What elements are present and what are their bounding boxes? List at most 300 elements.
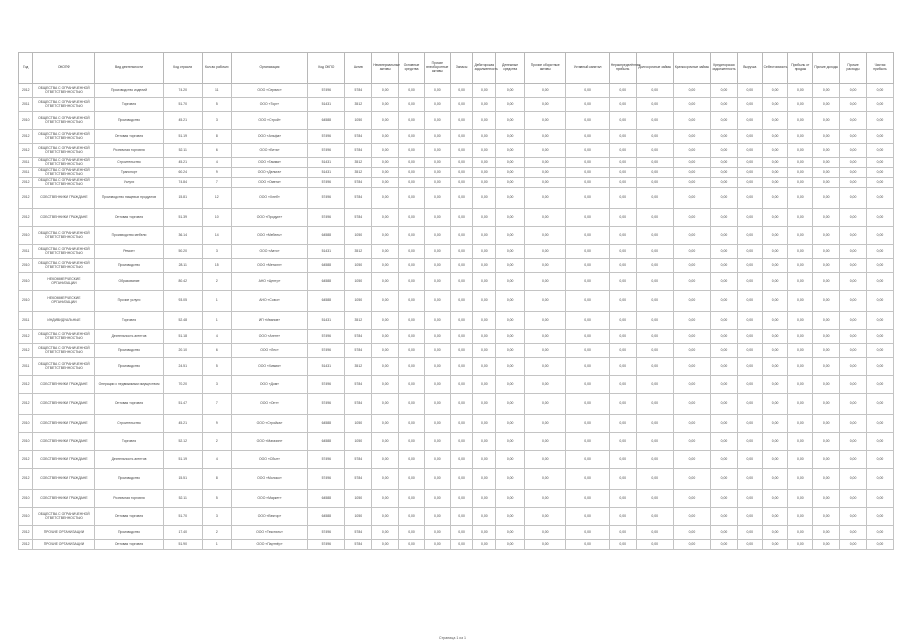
table-cell: 0,00 [711, 469, 738, 490]
column-header: Кредиторская задолженность [711, 53, 738, 84]
table-cell: 0,00 [450, 227, 473, 245]
table-cell: 0,00 [525, 227, 566, 245]
table-cell: 51431 [308, 158, 345, 168]
table-cell: 0,00 [424, 344, 450, 358]
table-cell: 2012 [19, 540, 33, 550]
table-cell: 0,00 [525, 540, 566, 550]
table-cell: 0,00 [762, 84, 788, 98]
table-cell: 0,00 [424, 451, 450, 469]
table-cell: 0,00 [372, 130, 399, 144]
table-cell: 0,00 [866, 508, 893, 526]
table-cell: 0,00 [496, 158, 525, 168]
table-cell: 0,00 [788, 344, 813, 358]
table-cell: ОБЩЕСТВА С ОГРАНИЧЕННОЙ ОТВЕТСТВЕННОСТЬЮ [33, 168, 95, 178]
table-cell: Транспорт [95, 168, 163, 178]
table-cell: 0,00 [473, 168, 496, 178]
table-cell: 0,00 [450, 259, 473, 273]
table-cell: ОБЩЕСТВА С ОГРАНИЧЕННОЙ ОТВЕТСТВЕННОСТЬЮ [33, 144, 95, 158]
table-cell: 0,00 [496, 144, 525, 158]
table-cell: 0,00 [525, 245, 566, 259]
table-cell: 0,00 [609, 259, 636, 273]
table-cell: 0,00 [496, 490, 525, 508]
column-header: Прочие расходы [840, 53, 867, 84]
table-cell: 2 [202, 433, 231, 451]
table-cell: 0,00 [737, 394, 762, 415]
table-cell: 3 [202, 376, 231, 394]
table-cell: ПРОЧИЕ ОРГАНИЗАЦИИ [33, 526, 95, 540]
table-cell: 0,00 [424, 144, 450, 158]
table-cell: 0,00 [673, 376, 710, 394]
table-cell: 1 [202, 312, 231, 330]
table-cell: 0,00 [737, 415, 762, 433]
table-cell: 5784 [345, 144, 372, 158]
table-row [19, 188, 894, 209]
table-cell: 0,00 [566, 451, 609, 469]
table-cell: 0,00 [813, 394, 840, 415]
table-cell: 0,00 [609, 526, 636, 540]
table-cell: 0,00 [762, 508, 788, 526]
table-cell: 0,00 [609, 394, 636, 415]
table-cell: 0,00 [609, 188, 636, 209]
table-row [19, 84, 894, 98]
table-cell: 2012 [19, 84, 33, 98]
table-cell: 0,00 [496, 259, 525, 273]
table-cell: 0,00 [566, 130, 609, 144]
table-row [19, 433, 894, 451]
table-cell: 2012 [19, 178, 33, 188]
table-cell: 0,00 [788, 84, 813, 98]
table-cell: 0,00 [762, 209, 788, 227]
column-header: ОКОПФ [33, 53, 95, 84]
table-cell: 0,00 [813, 312, 840, 330]
table-cell: 0,00 [636, 508, 673, 526]
table-cell: 0,00 [673, 112, 710, 130]
table-cell: 0,00 [609, 433, 636, 451]
table-cell: 0,00 [840, 540, 867, 550]
table-cell: ООО «Дельта» [231, 168, 307, 178]
table-cell: 0,00 [473, 245, 496, 259]
table-cell: 0,00 [866, 540, 893, 550]
table-cell: 0,00 [566, 144, 609, 158]
table-cell: 0,00 [813, 273, 840, 291]
table-cell: 0,00 [673, 415, 710, 433]
table-cell: 0,00 [711, 344, 738, 358]
table-cell: Оптовая торговля [95, 540, 163, 550]
table-cell: 3 [202, 245, 231, 259]
table-cell: 0,00 [424, 209, 450, 227]
table-cell: 0,00 [788, 394, 813, 415]
column-header: Вид деятельности [95, 53, 163, 84]
table-cell: 0,00 [711, 273, 738, 291]
table-cell: 0,00 [762, 415, 788, 433]
table-cell: 0,00 [566, 291, 609, 312]
table-cell: 0,00 [737, 188, 762, 209]
column-header: Выручка [737, 53, 762, 84]
table-cell: 0,00 [788, 433, 813, 451]
table-cell: 0,00 [399, 209, 425, 227]
table-cell: 0,00 [840, 358, 867, 376]
table-cell: 0,00 [737, 291, 762, 312]
table-cell: 0,00 [636, 144, 673, 158]
table-cell: 0,00 [424, 312, 450, 330]
table-cell: 0,00 [840, 168, 867, 178]
table-cell: 0,00 [450, 144, 473, 158]
table-cell: 0,00 [737, 490, 762, 508]
table-cell: 0,00 [737, 245, 762, 259]
table-cell: 0,00 [450, 376, 473, 394]
table-cell: 0,00 [424, 433, 450, 451]
table-cell: 0,00 [473, 526, 496, 540]
table-cell: 45.21 [163, 415, 202, 433]
table-cell: 0,00 [609, 158, 636, 168]
table-cell: 0,00 [566, 209, 609, 227]
table-cell: 0,00 [609, 112, 636, 130]
table-cell: 0,00 [496, 273, 525, 291]
column-header: Код отрасли [163, 53, 202, 84]
table-cell: 0,00 [525, 344, 566, 358]
table-cell: 0,00 [866, 312, 893, 330]
table-row [19, 469, 894, 490]
table-cell: 0,00 [424, 526, 450, 540]
table-cell: 0,00 [840, 245, 867, 259]
table-cell: 0,00 [788, 376, 813, 394]
table-cell: 0,00 [711, 376, 738, 394]
table-cell: Оптовая торговля [95, 394, 163, 415]
column-header: Прочие оборотные активы [525, 53, 566, 84]
table-cell: 0,00 [496, 245, 525, 259]
table-cell: 0,00 [372, 144, 399, 158]
table-row [19, 540, 894, 550]
table-cell: 57496 [308, 330, 345, 344]
table-cell: 0,00 [788, 245, 813, 259]
table-cell: 0,00 [636, 344, 673, 358]
table-cell: 9 [202, 168, 231, 178]
table-cell: 0,00 [840, 188, 867, 209]
table-cell: 0,00 [636, 451, 673, 469]
table-cell: 3512 [345, 312, 372, 330]
table-cell: 0,00 [424, 188, 450, 209]
table-cell: 0,00 [737, 330, 762, 344]
table-cell: ООО «Вектор» [231, 508, 307, 526]
table-cell: 0,00 [737, 178, 762, 188]
table-cell: 2012 [19, 130, 33, 144]
table-cell: 0,00 [866, 344, 893, 358]
table-cell: 0,00 [866, 130, 893, 144]
table-cell: 1050 [345, 490, 372, 508]
table-cell: 0,00 [496, 394, 525, 415]
table-cell: 14 [202, 227, 231, 245]
table-cell: 0,00 [636, 245, 673, 259]
table-cell: ОБЩЕСТВА С ОГРАНИЧЕННОЙ ОТВЕТСТВЕННОСТЬЮ [33, 227, 95, 245]
table-cell: Производство [95, 469, 163, 490]
table-cell: 0,00 [372, 540, 399, 550]
table-cell: 0,00 [496, 451, 525, 469]
table-cell: 0,00 [450, 540, 473, 550]
table-cell: 64588 [308, 273, 345, 291]
table-cell: 0,00 [450, 273, 473, 291]
table-cell: Производство [95, 344, 163, 358]
table-cell: 0,00 [737, 209, 762, 227]
table-cell: 6 [202, 344, 231, 358]
table-cell: ООО «Мебель» [231, 227, 307, 245]
table-row [19, 358, 894, 376]
table-cell: 0,00 [609, 291, 636, 312]
table-cell: 0,00 [788, 227, 813, 245]
table-cell: 0,00 [788, 526, 813, 540]
table-cell: 0,00 [609, 98, 636, 112]
column-header: Организация [231, 53, 307, 84]
table-cell: 0,00 [399, 469, 425, 490]
table-cell: 0,00 [840, 158, 867, 168]
table-cell: ООО «Строй» [231, 112, 307, 130]
table-cell: 0,00 [737, 376, 762, 394]
table-cell: Производство [95, 526, 163, 540]
table-cell: 0,00 [450, 344, 473, 358]
table-cell: 2012 [19, 526, 33, 540]
table-cell: 0,00 [737, 344, 762, 358]
table-cell: 0,00 [762, 227, 788, 245]
table-cell: 0,00 [473, 130, 496, 144]
table-cell: 0,00 [788, 490, 813, 508]
table-cell: НЕКОММЕРЧЕСКИЕ ОРГАНИЗАЦИИ [33, 273, 95, 291]
table-cell: 0,00 [636, 526, 673, 540]
table-cell: 0,00 [866, 394, 893, 415]
table-cell: 3 [202, 508, 231, 526]
table-cell: 5 [202, 98, 231, 112]
table-cell: 0,00 [673, 508, 710, 526]
table-cell: ООО «Бета» [231, 144, 307, 158]
table-cell: Деятельность агентов [95, 330, 163, 344]
table-cell: 0,00 [866, 144, 893, 158]
table-cell: ООО «Опт» [231, 394, 307, 415]
table-cell: 0,00 [673, 540, 710, 550]
table-cell: 0,00 [636, 273, 673, 291]
table-cell: 0,00 [473, 394, 496, 415]
column-header: Запасы [450, 53, 473, 84]
table-cell: СОБСТВЕННИКИ ГРАЖДАНЕ [33, 415, 95, 433]
table-cell: 0,00 [473, 158, 496, 168]
table-cell: 0,00 [525, 394, 566, 415]
table-cell: 0,00 [711, 490, 738, 508]
table-cell: 0,00 [737, 84, 762, 98]
table-row [19, 312, 894, 330]
table-cell: 5 [202, 490, 231, 508]
table-cell: 51.19 [163, 451, 202, 469]
table-cell: 0,00 [840, 273, 867, 291]
table-cell: 1050 [345, 273, 372, 291]
table-cell: 9 [202, 415, 231, 433]
table-cell: 7 [202, 394, 231, 415]
table-cell: 0,00 [762, 144, 788, 158]
table-cell: 0,00 [788, 188, 813, 209]
table-cell: 2010 [19, 227, 33, 245]
table-cell: 0,00 [813, 227, 840, 245]
table-cell: 0,00 [609, 376, 636, 394]
table-cell: 0,00 [399, 451, 425, 469]
table-cell: 15.51 [163, 469, 202, 490]
table-cell: 0,00 [840, 227, 867, 245]
table-cell: Производство мебели [95, 227, 163, 245]
table-cell: 0,00 [525, 291, 566, 312]
table-cell: 0,00 [473, 312, 496, 330]
table-cell: 0,00 [525, 526, 566, 540]
table-cell: 0,00 [473, 112, 496, 130]
table-cell: 0,00 [840, 130, 867, 144]
table-cell: 0,00 [840, 112, 867, 130]
table-cell: 8 [202, 469, 231, 490]
table-cell: 0,00 [450, 291, 473, 312]
table-cell: Производство [95, 358, 163, 376]
table-cell: ООО «Продукт» [231, 209, 307, 227]
table-cell: 0,00 [737, 259, 762, 273]
table-cell: 0,00 [496, 358, 525, 376]
table-cell: 0,00 [673, 259, 710, 273]
table-cell: 0,00 [372, 168, 399, 178]
table-cell: 0,00 [762, 259, 788, 273]
table-cell: СОБСТВЕННИКИ ГРАЖДАНЕ [33, 490, 95, 508]
table-cell: 0,00 [762, 178, 788, 188]
table-cell: 0,00 [424, 227, 450, 245]
table-cell: 0,00 [788, 178, 813, 188]
table-cell: Торговля [95, 98, 163, 112]
table-cell: 0,00 [424, 291, 450, 312]
table-cell: ООО «Металл» [231, 259, 307, 273]
table-cell: 57496 [308, 188, 345, 209]
table-cell: ООО «Молоко» [231, 469, 307, 490]
table-cell: 0,00 [525, 188, 566, 209]
table-cell: ИП «Иванов» [231, 312, 307, 330]
table-row [19, 178, 894, 188]
table-cell: 0,00 [473, 433, 496, 451]
table-cell: 57496 [308, 469, 345, 490]
table-cell: 2010 [19, 273, 33, 291]
table-row [19, 245, 894, 259]
table-cell: 0,00 [636, 112, 673, 130]
table-cell: 0,00 [372, 469, 399, 490]
table-cell: ПРОЧИЕ ОРГАНИЗАЦИИ [33, 540, 95, 550]
table-cell: 0,00 [737, 451, 762, 469]
table-cell: 0,00 [673, 330, 710, 344]
table-cell: 0,00 [496, 330, 525, 344]
table-cell: Прочие услуги [95, 291, 163, 312]
table-cell: 0,00 [673, 451, 710, 469]
table-cell: 0,00 [866, 178, 893, 188]
table-cell: 0,00 [566, 526, 609, 540]
table-cell: 0,00 [609, 508, 636, 526]
table-cell: ОБЩЕСТВА С ОГРАНИЧЕННОЙ ОТВЕТСТВЕННОСТЬЮ [33, 358, 95, 376]
table-cell: 0,00 [813, 188, 840, 209]
table-cell: 80.42 [163, 273, 202, 291]
table-cell: 0,00 [711, 330, 738, 344]
table-cell: 0,00 [813, 130, 840, 144]
table-cell: 0,00 [673, 98, 710, 112]
table-cell: 0,00 [473, 84, 496, 98]
table-cell: 0,00 [450, 433, 473, 451]
table-cell: 0,00 [372, 98, 399, 112]
table-cell: ОБЩЕСТВА С ОГРАНИЧЕННОЙ ОТВЕТСТВЕННОСТЬЮ [33, 112, 95, 130]
table-cell: 0,00 [496, 188, 525, 209]
table-cell: 0,00 [399, 112, 425, 130]
table-cell: 0,00 [762, 526, 788, 540]
table-cell: 0,00 [762, 433, 788, 451]
table-cell: 0,00 [424, 358, 450, 376]
column-header: Прочие внеоборотные активы [424, 53, 450, 84]
table-cell: Торговля [95, 433, 163, 451]
table-cell: 0,00 [840, 98, 867, 112]
table-cell: 7 [202, 178, 231, 188]
table-cell: 0,00 [473, 259, 496, 273]
table-cell: 0,00 [866, 433, 893, 451]
table-cell: НЕКОММЕРЧЕСКИЕ ОРГАНИЗАЦИИ [33, 291, 95, 312]
table-cell: 0,00 [788, 112, 813, 130]
table-cell: 0,00 [566, 84, 609, 98]
table-cell: 57496 [308, 540, 345, 550]
table-cell: 0,00 [525, 415, 566, 433]
table-cell: 0,00 [496, 415, 525, 433]
table-cell: 0,00 [609, 273, 636, 291]
column-header: Дебиторская задолженность [473, 53, 496, 84]
table-cell: 0,00 [813, 144, 840, 158]
table-cell: 1050 [345, 433, 372, 451]
table-cell: 2011 [19, 312, 33, 330]
table-cell: 5784 [345, 394, 372, 415]
table-cell: 0,00 [866, 112, 893, 130]
table-cell: 0,00 [450, 490, 473, 508]
table-cell: 0,00 [813, 344, 840, 358]
table-cell: 0,00 [399, 98, 425, 112]
table-cell: ОБЩЕСТВА С ОГРАНИЧЕННОЙ ОТВЕТСТВЕННОСТЬЮ [33, 98, 95, 112]
table-cell: 0,00 [673, 168, 710, 178]
table-cell: 0,00 [866, 291, 893, 312]
table-cell: 10 [202, 209, 231, 227]
table-cell: 51.70 [163, 508, 202, 526]
table-cell: 0,00 [840, 394, 867, 415]
table-cell: 2 [202, 273, 231, 291]
table-cell: ООО «Альфа» [231, 130, 307, 144]
table-cell: 0,00 [450, 415, 473, 433]
table-cell: 2012 [19, 394, 33, 415]
table-cell: 2010 [19, 259, 33, 273]
table-cell: 0,00 [813, 330, 840, 344]
table-cell: 51.47 [163, 394, 202, 415]
table-cell: ООО «Сервис» [231, 84, 307, 98]
table-cell: 0,00 [372, 188, 399, 209]
table-cell: 4 [202, 451, 231, 469]
table-cell: ОБЩЕСТВА С ОГРАНИЧЕННОЙ ОТВЕТСТВЕННОСТЬЮ [33, 178, 95, 188]
table-cell: 0,00 [636, 312, 673, 330]
table-cell: 0,00 [609, 330, 636, 344]
table-cell: 5784 [345, 130, 372, 144]
table-cell: 0,00 [399, 245, 425, 259]
table-cell: 0,00 [525, 98, 566, 112]
table-cell: 0,00 [788, 130, 813, 144]
table-cell: 51431 [308, 98, 345, 112]
table-cell: 0,00 [636, 188, 673, 209]
table-cell: 0,00 [609, 209, 636, 227]
table-cell: 0,00 [399, 144, 425, 158]
table-cell: Строительство [95, 415, 163, 433]
table-cell: Производство изделий [95, 84, 163, 98]
table-cell: 36.14 [163, 227, 202, 245]
table-cell: 0,00 [866, 188, 893, 209]
table-cell: 0,00 [372, 245, 399, 259]
table-cell: 0,00 [496, 469, 525, 490]
table-cell: 0,00 [788, 469, 813, 490]
table-cell: ООО «Авто» [231, 245, 307, 259]
table-cell: 0,00 [372, 433, 399, 451]
table-cell: 0,00 [840, 469, 867, 490]
table-cell: 0,00 [813, 245, 840, 259]
